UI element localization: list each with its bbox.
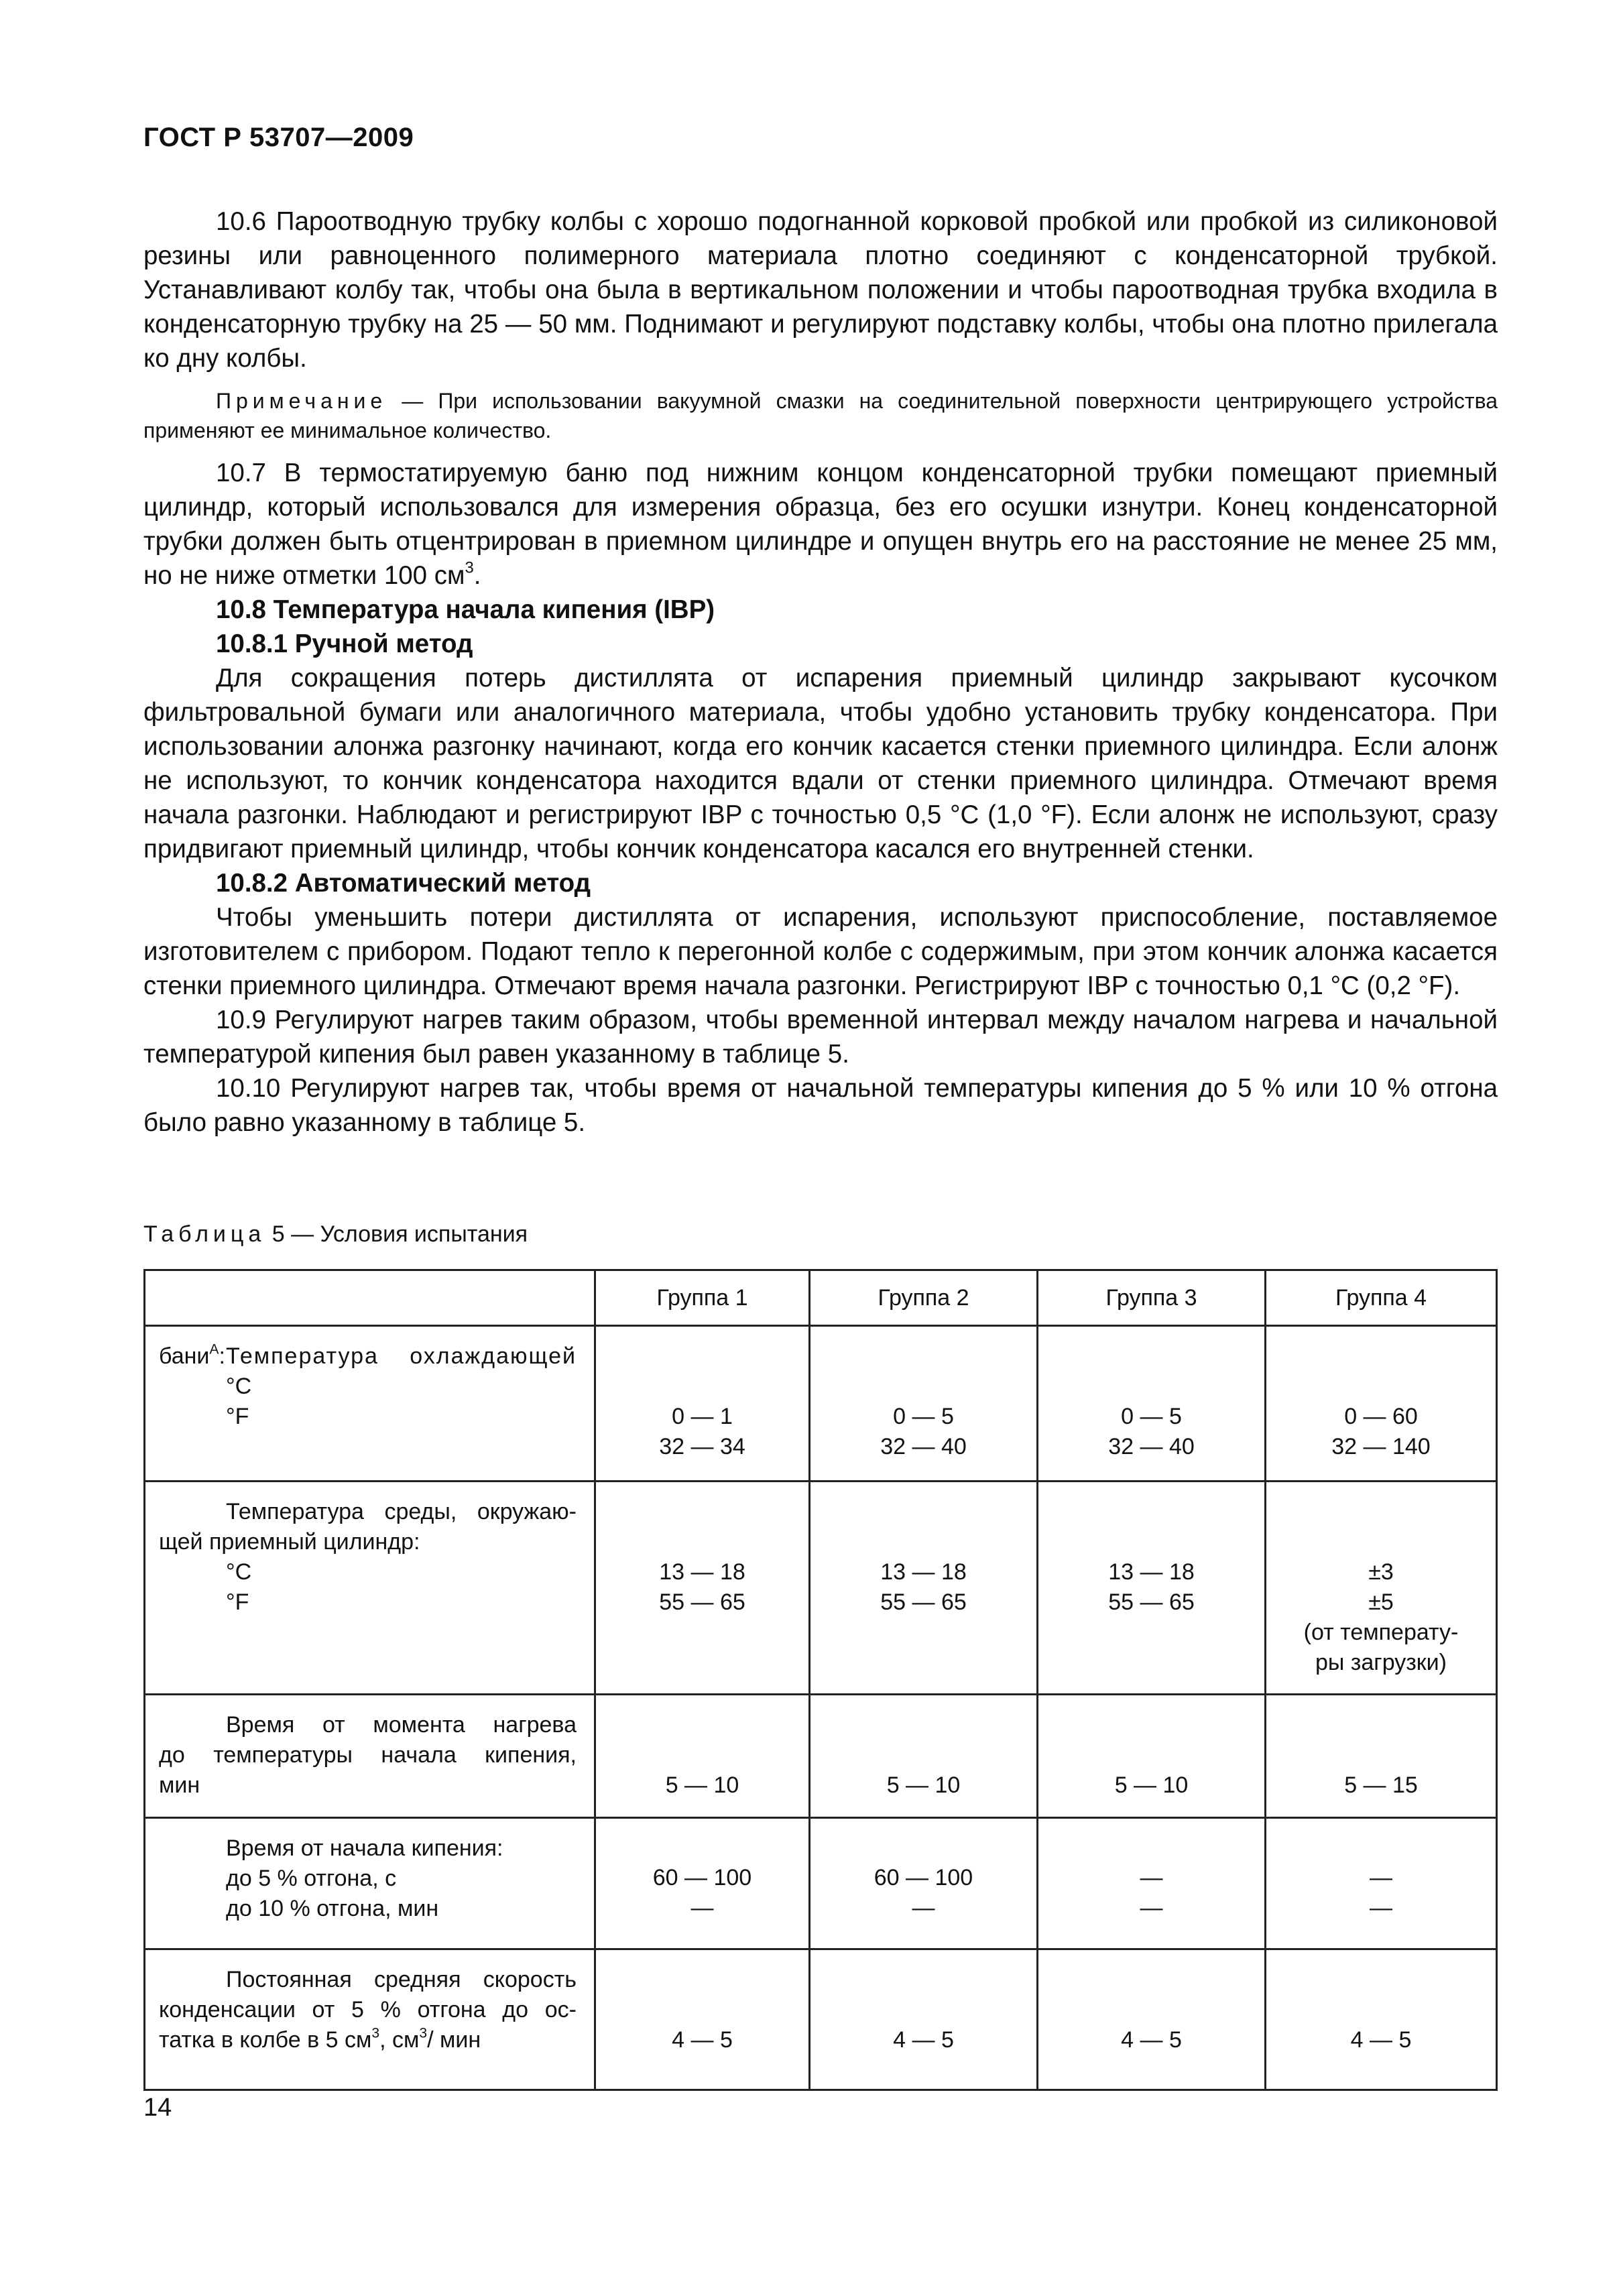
row-sub-label: °F bbox=[226, 1589, 249, 1615]
test-conditions-table bbox=[143, 1269, 1498, 2091]
superscript: A bbox=[209, 1341, 219, 1357]
row-sub-label: °C bbox=[226, 1559, 252, 1585]
column-header: Группа 4 bbox=[1266, 1270, 1497, 1326]
table-cell: — — bbox=[1266, 1818, 1497, 1949]
note-label: Примечание bbox=[216, 389, 387, 413]
row-label-text: Время от начала кипения: bbox=[226, 1835, 503, 1861]
row-label bbox=[145, 1818, 595, 1949]
document-header: ГОСТ Р 53707—2009 bbox=[143, 123, 414, 152]
table-cell: 0 — 5 32 — 40 bbox=[1038, 1326, 1266, 1482]
row-sub-label: °F bbox=[226, 1404, 249, 1429]
row-label-text: бани bbox=[159, 1343, 210, 1369]
paragraph-10-7-text: 10.7 В термостатируемую баню под нижним концом конденсаторной трубки помещают приемный цилиндр, который использовался для измерения образца, без его осушки изнутри. Конец конденсаторной трубки должен быть отцентрирован в приемном цилиндре и опущен внутрь его на расстояние не менее 25 мм, но не ниже отметки 100 см bbox=[143, 459, 1498, 590]
row-label-text: до 5 % отгона, с bbox=[226, 1866, 397, 1891]
row-label-text: Температура охлаждающей bbox=[226, 1343, 577, 1369]
row-label-text: до температуры начала кипения, bbox=[159, 1742, 577, 1768]
table-cell: 0 — 60 32 — 140 bbox=[1266, 1326, 1497, 1482]
row-label-text: Постоянная средняя скорость bbox=[226, 1967, 577, 1992]
table-cell: 0 — 5 32 — 40 bbox=[810, 1326, 1038, 1482]
table-corner-cell bbox=[145, 1270, 595, 1326]
column-header: Группа 2 bbox=[810, 1270, 1038, 1326]
note bbox=[143, 386, 1498, 445]
row-label-text: татка в колбе в 5 $см^3$, $см^3/$ мин bbox=[159, 2025, 481, 2053]
row-label-text: : bbox=[219, 1343, 225, 1369]
table-cell: 13 — 18 55 — 65 bbox=[1038, 1482, 1266, 1695]
table-cell: 5 — 10 bbox=[810, 1695, 1038, 1818]
table-header-row bbox=[145, 1270, 1497, 1326]
table-cell: 0 — 1 32 — 34 bbox=[595, 1326, 810, 1482]
heading-10-8-2: 10.8.2 Автоматический метод bbox=[216, 869, 591, 898]
paragraph-10-8-2: Чтобы уменьшить потери дистиллята от испарения, используют приспособление, поставляемое изготовителем с прибором. Подают тепло к перегонной колбе с содержимым, при этом кончик алонжа касается стенки приемного цилиндра. Отмечают время начала разгонки. Регистрируют IBP с точностью 0,1 °C (0,2 °F). bbox=[143, 903, 1498, 1000]
page-number: 14 bbox=[143, 2094, 172, 2122]
table-row bbox=[145, 1818, 1497, 1949]
superscript: 3 bbox=[419, 2025, 428, 2041]
table-row bbox=[145, 1326, 1497, 1482]
superscript: 3 bbox=[371, 2025, 380, 2041]
table-cell: 4 — 5 bbox=[1038, 1949, 1266, 2090]
row-label-text: конденсации от 5 % отгона до ос- bbox=[159, 1997, 577, 2022]
column-header: Группа 1 bbox=[595, 1270, 810, 1326]
table-cell: 60 — 100 — bbox=[595, 1818, 810, 1949]
row-label bbox=[145, 1695, 595, 1818]
paragraph-10-6: 10.6 Пароотводную трубку колбы с хорошо подогнанной корковой пробкой или пробкой из силиконовой резины или равноценного полимерного материала плотно соединяют с конденсаторной трубкой. Устанавливают колбу так, чтобы она была в вертикальном положении и чтобы пароотводная трубка входила в конденсаторную трубку на 25 — 50 мм. Поднимают и регулируют подставку колбы, чтобы она плотно прилегала ко дну колбы. bbox=[143, 207, 1498, 373]
heading-10-8: 10.8 Температура начала кипения (IBP) bbox=[216, 595, 715, 624]
row-label bbox=[145, 1326, 595, 1482]
table-cell: 13 — 18 55 — 65 bbox=[810, 1482, 1038, 1695]
table-cell: 60 — 100 — bbox=[810, 1818, 1038, 1949]
table-caption-text: 5 — Условия испытания bbox=[265, 1221, 528, 1247]
row-label-text: Температура среды, окружаю- bbox=[226, 1499, 577, 1524]
table-caption-label: Таблица bbox=[143, 1221, 266, 1247]
row-label-text: щей приемный цилиндр: bbox=[159, 1529, 420, 1555]
row-label bbox=[145, 1949, 595, 2090]
document-body bbox=[143, 204, 1498, 1140]
table-cell: 4 — 5 bbox=[595, 1949, 810, 2090]
table-row bbox=[145, 1949, 1497, 2090]
table-cell: 13 — 18 55 — 65 bbox=[595, 1482, 810, 1695]
superscript: 3 bbox=[465, 558, 474, 577]
table-cell: 4 — 5 bbox=[810, 1949, 1038, 2090]
table-cell: 4 — 5 bbox=[1266, 1949, 1497, 2090]
paragraph-10-7-end: . bbox=[473, 561, 481, 590]
paragraph-10-9: 10.9 Регулируют нагрев таким образом, чтобы временной интервал между началом нагрева и начальной температурой кипения был равен указанному в таблице 5. bbox=[143, 1006, 1498, 1069]
table-row bbox=[145, 1695, 1497, 1818]
table-cell: 5 — 15 bbox=[1266, 1695, 1497, 1818]
paragraph-10-8-1: Для сокращения потерь дистиллята от испарения приемный цилиндр закрывают кусочком фильтровальной бумаги или аналогичного материала, чтобы удобно установить трубку конденсатора. При использовании алонжа разгонку начинают, когда его кончик касается стенки приемного цилиндра. Если алонж не используют, то кончик конденсатора находится вдали от стенки приемного цилиндра. Отмечают время начала разгонки. Наблюдают и регистрируют IBP с точностью 0,5 °C (1,0 °F). Если алонж не используют, сразу придвигают приемный цилиндр, чтобы кончик конденсатора касался его внутренней стенки. bbox=[143, 664, 1498, 863]
table-cell: — — bbox=[1038, 1818, 1266, 1949]
paragraph-10-7 bbox=[143, 456, 1498, 593]
table-caption bbox=[143, 1221, 528, 1248]
row-label-text: мин bbox=[159, 1772, 200, 1798]
paragraph-10-10: 10.10 Регулируют нагрев так, чтобы время от начальной температуры кипения до 5 % или 10 % отгона было равно указанному в таблице 5. bbox=[143, 1074, 1498, 1137]
row-label-text: до 10 % отгона, мин bbox=[226, 1896, 439, 1921]
table-row bbox=[145, 1482, 1497, 1695]
table-cell: 5 — 10 bbox=[1038, 1695, 1266, 1818]
table-cell: 5 — 10 bbox=[595, 1695, 810, 1818]
row-label bbox=[145, 1482, 595, 1695]
heading-10-8-1: 10.8.1 Ручной метод bbox=[216, 629, 473, 658]
table-cell: ±3 ±5 (от температу- ры загрузки) bbox=[1266, 1482, 1497, 1695]
note-text: — При использовании вакуумной смазки на соединительной поверхности центрирующего устройства применяют ее минимальное количество. bbox=[143, 389, 1498, 442]
row-sub-label: °C bbox=[226, 1374, 252, 1399]
column-header: Группа 3 bbox=[1038, 1270, 1266, 1326]
row-label-text: Время от момента нагрева bbox=[226, 1712, 577, 1738]
